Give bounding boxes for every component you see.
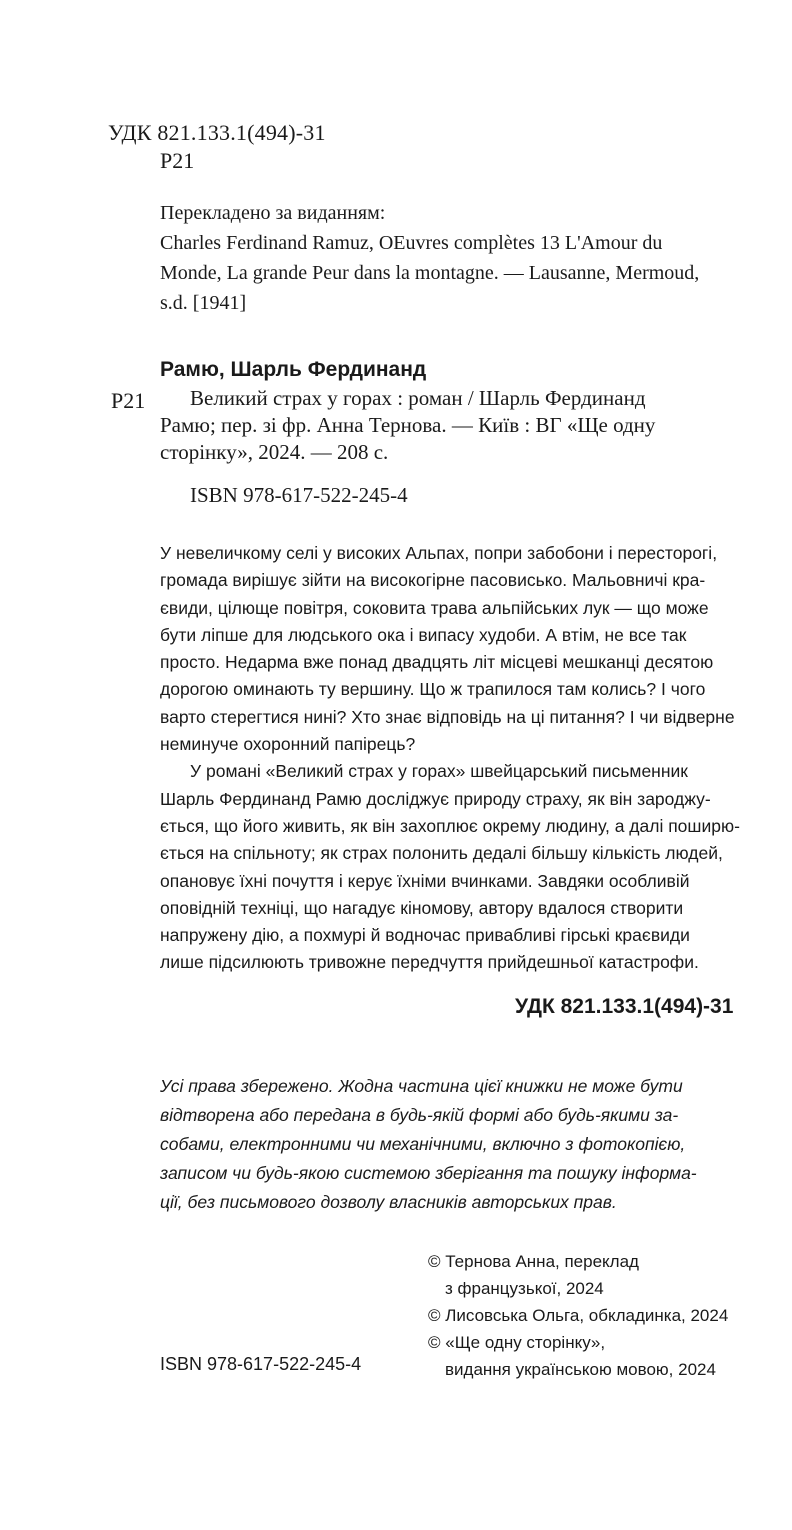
annotation-line: лише підсилюють тривожне передчуття прийдешньої катастрофи.: [160, 952, 699, 973]
annotation-line: ється, що його живить, як він захоплює окрему людину, а далі поширю-: [160, 815, 740, 836]
rights-line: записом чи будь-якою системою зберігання та пошуку інформа-: [160, 1163, 697, 1183]
rights-line: відтворена або передана в будь-якій формі або будь-якими за-: [160, 1105, 679, 1125]
original-line: Monde, La grande Peur dans la montagne. — Lausanne, Mermoud,: [160, 262, 700, 284]
annotation-line: бути ліпше для людського ока і випасу худоби. А втім, не все так: [160, 624, 687, 645]
annotation-line: євиди, цілюще повітря, соковита трава альпійських лук — що може: [160, 597, 709, 618]
author-mark-bib: Р21: [111, 388, 146, 413]
annotation-line: У романі «Великий страх у горах» швейцарський письменник: [190, 761, 688, 782]
udk-code-annotation: УДК 821.133.1(494)-31: [515, 995, 734, 1018]
isbn-bottom: ISBN 978-617-522-245-4: [160, 1354, 362, 1374]
annotation-line: просто. Недарма вже понад двадцять літ місцеві мешканці десятою: [160, 652, 714, 673]
annotation-line: неминуче охоронний папірець?: [160, 734, 416, 755]
copyright-line: © «Ще одну сторінку»,: [428, 1333, 606, 1352]
rights-line: ції, без письмового дозволу власників авторських прав.: [160, 1192, 617, 1212]
original-line: s.d. [1941]: [160, 292, 247, 314]
bib-line: сторінку», 2024. — 208 с.: [160, 440, 389, 464]
rights-line: собами, електронними чи механічними, включно з фотокопією,: [160, 1134, 686, 1154]
bib-line: Рамю; пер. зі фр. Анна Тернова. — Київ : ВГ «Ще одну: [160, 413, 656, 437]
annotation: [160, 540, 750, 977]
original-line: Перекладено за виданням:: [160, 202, 386, 224]
isbn-bibliographic: ISBN 978-617-522-245-4: [190, 483, 408, 507]
udk-code-top: УДК 821.133.1(494)-31: [108, 120, 326, 145]
annotation-line: варто стерегтися нині? Хто знає відповідь на ці питання? І чи відверне: [160, 706, 735, 727]
original-edition-note: [160, 198, 760, 318]
copyright-notices: [428, 1248, 768, 1383]
annotation-line: напружену дію, а похмурі й водночас привабливі гірські краєвиди: [160, 925, 690, 946]
rights-notice: [160, 1072, 760, 1217]
author-heading: Рамю, Шарль Фердинанд: [160, 358, 427, 381]
author-mark-top: Р21: [160, 148, 195, 173]
annotation-line: опановує їхні почуття і керує їхніми вчинками. Завдяки особливій: [160, 870, 690, 891]
bibliographic-description: [160, 385, 760, 466]
original-line: Charles Ferdinand Ramuz, OEuvres complètes 13 L'Amour du: [160, 232, 663, 254]
copyright-line: © Тернова Анна, переклад: [428, 1252, 639, 1271]
annotation-line: оповідній техніці, що нагадує кіномову, автору вдалося створити: [160, 897, 684, 918]
annotation-line: ється на спільноту; як страх полонить дедалі більшу кількість людей,: [160, 843, 723, 864]
copyright-line: видання українською мовою, 2024: [445, 1360, 716, 1379]
rights-line: Усі права збережено. Жодна частина цієї книжки не може бути: [160, 1076, 683, 1096]
annotation-line: Шарль Фердинанд Рамю досліджує природу страху, як він зароджу-: [160, 788, 711, 809]
copyright-line: з французької, 2024: [445, 1279, 604, 1298]
copyright-line: © Лисовська Ольга, обкладинка, 2024: [428, 1306, 729, 1325]
bib-line: Великий страх у горах : роман / Шарль Фердинанд: [190, 386, 646, 410]
annotation-line: У невеличкому селі у високих Альпах, попри забобони і пересторогі,: [160, 543, 718, 563]
annotation-line: громада вирішує зійти на високогірне пасовисько. Мальовничі кра-: [160, 570, 706, 591]
annotation-line: дорогою оминають ту вершину. Що ж трапилося там колись? І чого: [160, 679, 706, 700]
